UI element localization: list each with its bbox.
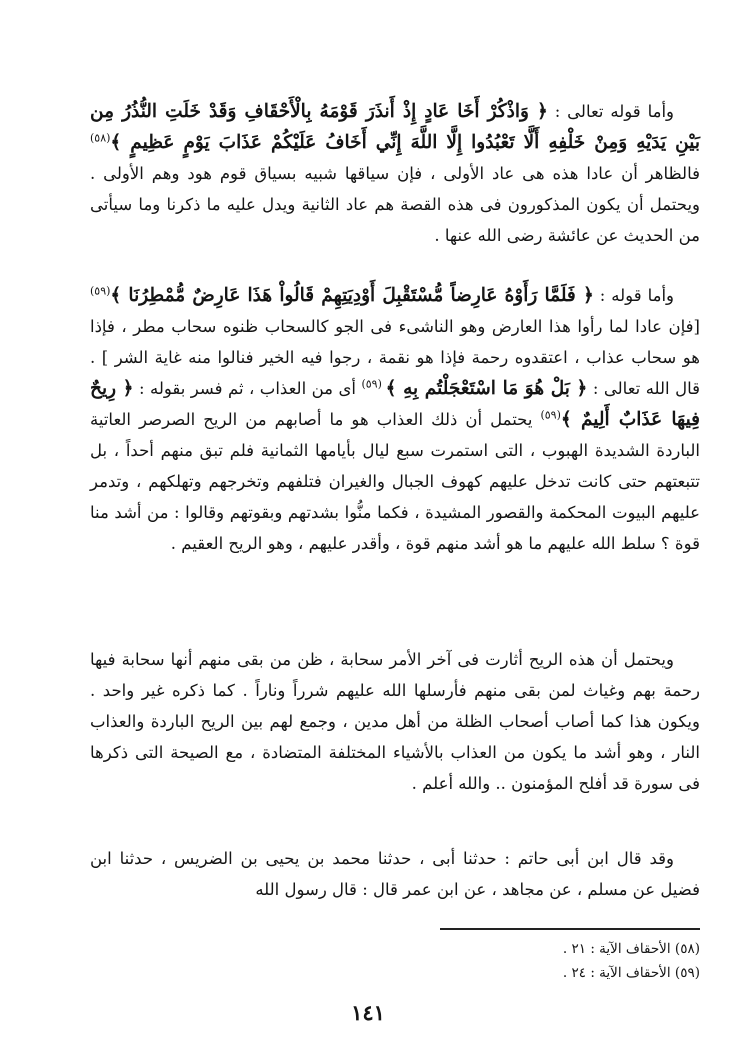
footnote-ref: (٥٨) [90, 131, 111, 145]
paragraph-2 [90, 280, 700, 559]
quran-verse: ﴿ رِيحٌ فِيهَا عَذَابٌ أَلِيمٌ ﴾ [90, 378, 700, 430]
paragraph-1 [90, 96, 700, 251]
p2-body-2: أى من العذاب ، ثم فسر بقوله : [133, 379, 362, 398]
footnote-divider [440, 928, 700, 930]
footnote-ref: (٥٩) [90, 284, 111, 298]
footnote-58: (٥٨) الأحقاف الآية : ٢١ . [562, 941, 700, 957]
p1-body: فالظاهر أن عادا هذه هى عاد الأولى ، فإن سياقها شبيه بسياق قوم هود وهم الأولى . ويحتمل أن يكون المذكورون فى هذه القصة هم عاد الثانية ويدل عليه ما ذكرنا وما سيأتى من الحديث عن عائشة رضى الله عنها . [90, 164, 701, 245]
quran-verse: ﴿ وَاذْكُرْ أَخَا عَادٍ إِذْ أَنذَرَ قَوْمَهُ بِالْأَحْقَافِ وَقَدْ خَلَتِ النُّذُرُ مِن بَيْنِ يَدَيْهِ وَمِنْ خَلْفِهِ أَلَّا تَعْبُدُوا إِلَّا اللَّهَ إِنِّي أَخَافُ عَلَيْكُمْ عَذَابَ يَوْمٍ عَظِيمٍ ﴾ [90, 101, 700, 153]
footnote-ref: (٥٩) [540, 408, 561, 422]
p1-intro: وأما قوله تعالى : [547, 102, 674, 121]
p2-body-3: يحتمل أن ذلك العذاب هو ما أصابهم من الريح الصرصر العاتية الباردة الشديدة الهبوب ، التى استمرت سبع ليال بأيامها الثمانية فلم تبق منهم أحداً ، بل تتبعتهم حتى كانت تدخل عليهم كهوف الجبال والغيران فتلفهم وتخرجهم وتهلكهم ، وتدمر عليهم البيوت المحكمة والقصور المشيدة ، فكما منُّوا بشدتهم وبقوتهم وقالوا : من أشد منا قوة ؟ سلط الله عليهم ما هو أشد منهم قوة ، وأقدر عليهم ، وهو الريح العقيم . [90, 410, 700, 553]
p2-intro: وأما قوله : [593, 286, 674, 305]
page-number: ١٤١ [351, 1000, 385, 1025]
paragraph-4: وقد قال ابن أبى حاتم : حدثنا أبى ، حدثنا محمد بن يحيى بن الضريس ، حدثنا ابن فضيل عن مسلم ، عن مجاهد ، عن ابن عمر قال : قال رسول الله [90, 849, 700, 899]
footnote-59: (٥٩) الأحقاف الآية : ٢٤ . [562, 965, 700, 981]
quran-verse: ﴿ فَلَمَّا رَأَوْهُ عَارِضاً مُّسْتَقْبِلَ أَوْدِيَتِهِمْ قَالُواْ هَذَا عَارِضٌ مُّمْطِرُنَا ﴾ [110, 285, 594, 306]
footnote-ref: (٥٩) [361, 377, 386, 391]
paragraph-3: ويحتمل أن هذه الريح أثارت فى آخر الأمر سحابة ، ظن من بقى منهم أنها سحابة فيها رحمة بهم وغياث لمن بقى منهم فأرسلها الله عليهم شرراً وناراً . كما ذكره غير واحد . ويكون هذا كما أصاب أصحاب الظلة من أهل مدين ، وجمع لهم بين الريح الباردة والعذاب النار ، وهو أشد ما يكون من العذاب بالأشياء المختلفة المتضادة ، مع الصيحة التى ذكرها فى سورة قد أفلح المؤمنون .. والله أعلم . [90, 650, 700, 793]
quran-verse: ﴿ بَلْ هُوَ مَا اسْتَعْجَلْتُم بِهِ ﴾ [385, 378, 588, 399]
p2-body-1: [فإن عادا لما رأوا هذا العارض وهو الناشىء فى الجو كالسحاب ظنوه سحاب مطر ، فإذا هو سحاب عذاب ، اعتقدوه رحمة فإذا هو نقمة ، رجوا فيه الخير فنالوا منه غاية الشر ] . قال الله تعالى : [90, 317, 700, 398]
